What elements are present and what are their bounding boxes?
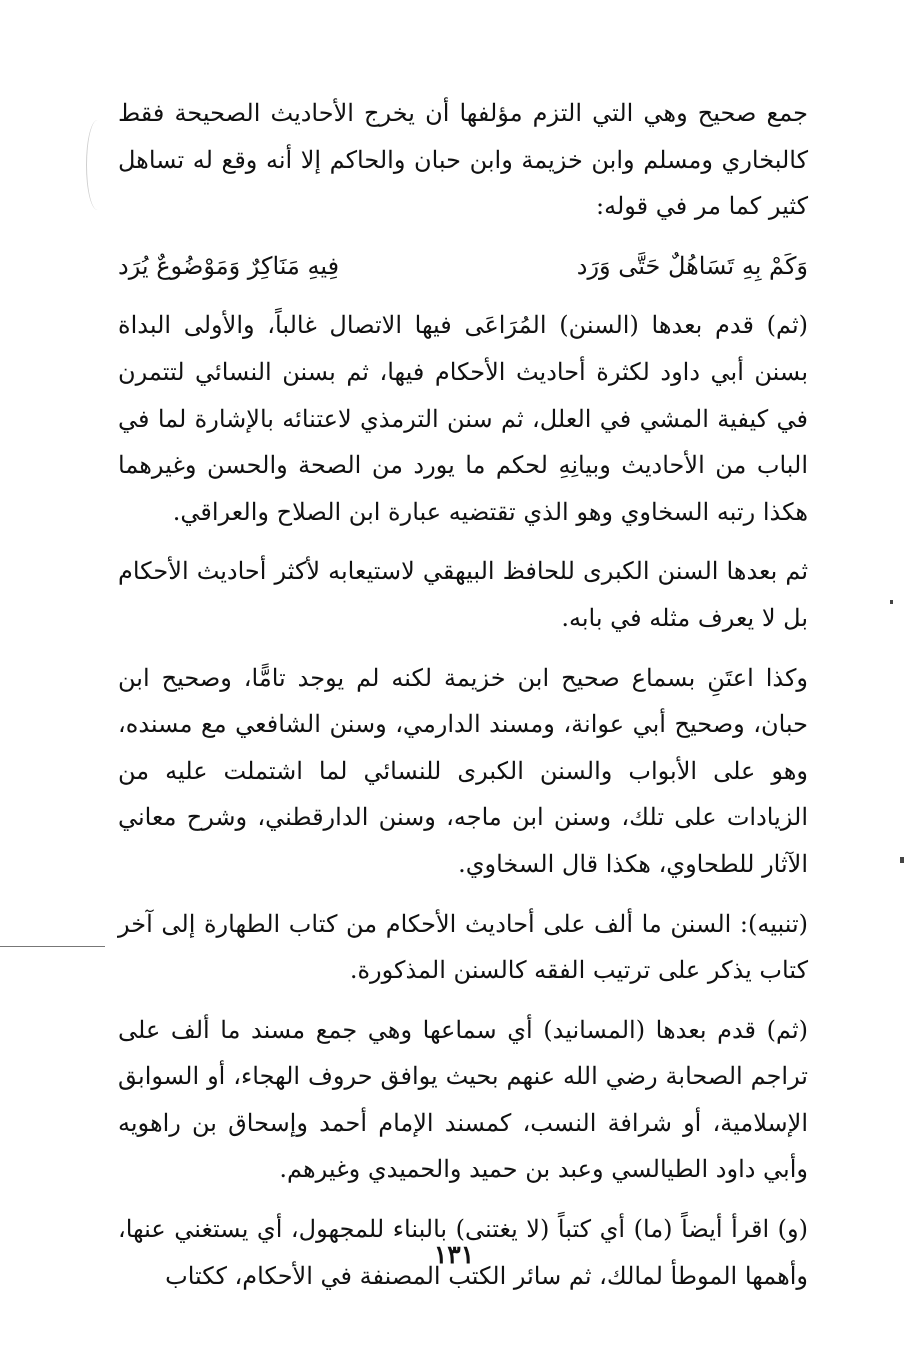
body-text [118, 90, 808, 1299]
text-line: كيفية المشي في العلل، ثم سنن الترمذي لاعتنائه بالإشارة لما في الباب [118, 404, 808, 480]
paragraph [118, 1007, 808, 1193]
text-line: كالبخاري ومسلم وابن خزيمة وابن حبان والحاكم إلا أنه وقع له تساهل [118, 145, 808, 174]
paragraph [118, 548, 808, 641]
text-line: آخر كتاب يذكر على ترتيب الفقه كالسنن المذكورة. [118, 909, 808, 985]
text-line: (تنبيه): السنن ما ألف على أحاديث الأحكام من كتاب الطهارة إلى [161, 909, 809, 938]
scan-edge-artifact [86, 120, 109, 210]
text-line: من الأحاديث وبيانِهِ لحكم ما يورد من الصحة والحسن وغيرهما هكذا رتبه [118, 451, 808, 526]
paragraph [118, 901, 808, 994]
text-line: (و) اقرأ أيضاً (ما) أي كتباً (لا يغتنى) بالبناء للمجهول، أي يستغني [174, 1215, 808, 1244]
text-line: (ثم) قدم بعدها (المسانيد) أي سماعها وهي جمع مسند ما ألف [170, 1015, 808, 1044]
text-line: السخاوي وهو الذي تقتضيه عبارة ابن الصلاح والعراقي. [172, 497, 710, 526]
scan-dot [900, 857, 904, 863]
text-line: الآثار للطحاوي، هكذا قال السخاوي. [458, 849, 808, 878]
verse-line [118, 243, 808, 290]
text-line: بسنن أبي داود لكثرة أحاديث الأحكام فيها، ثم بسنن النسائي لتتمرن في [118, 357, 809, 433]
text-line: مسنده، وهو على الأبواب والسنن الكبرى للنسائي لما اشتملت عليه من [118, 710, 808, 785]
page-number: ١٣١ [433, 1240, 475, 1269]
text-line: عنها، وأهمها الموطأ لمالك، ثم سائر الكتب المصنفة في الأحكام، ككتاب [118, 1215, 808, 1290]
margin-rule [0, 946, 105, 947]
paragraph [118, 655, 808, 888]
verse-second-half: فِيهِ مَنَاكِرٌ وَمَوْضُوعٌ يُرَد [118, 251, 340, 280]
text-line: على تراجم الصحابة رضي الله عنهم بحيث يوافق حروف الهجاء، أو [118, 1015, 808, 1091]
scan-dot [890, 600, 893, 604]
text-line: راهويه وأبي داود الطيالسي وعبد بن حميد والحميدي وغيرهم. [118, 1108, 808, 1184]
verse-first-half: وَكَمْ بِهِ تَسَاهُلٌ حَتَّى وَرَد [576, 251, 808, 280]
text-line: وكذا اعتَنِ بسماع صحيح ابن خزيمة لكنه لم يوجد تامًّا، وصحيح [161, 663, 808, 692]
text-line: كثير كما مر في قوله: [596, 192, 808, 221]
text-line: ابن حبان، وصحيح أبي عوانة، ومسند الدارمي، وسنن الشافعي مع [118, 663, 808, 739]
text-line: الزيادات على تلك، وسنن ابن ماجه، وسنن الدارقطني، وشرح معاني [118, 803, 808, 832]
text-line: الأحكام بل لا يعرف مثله في بابه. [118, 557, 808, 632]
text-line: السوابق الإسلامية، أو شرافة النسب، كمسند الإمام أحمد وإسحاق بن [118, 1062, 808, 1137]
paragraph [118, 302, 808, 535]
paragraph [118, 90, 808, 230]
text-line: ثم بعدها السنن الكبرى للحافظ البيهقي لاستيعابه لأكثر أحاديث [196, 557, 809, 586]
text-line: (ثم) قدم بعدها (السنن) المُرَاعَى فيها الاتصال غالباً، والأولى البداة [118, 311, 808, 340]
text-line: جمع صحيح وهي التي التزم مؤلفها أن يخرج الأحاديث الصحيحة فقط [118, 99, 808, 127]
